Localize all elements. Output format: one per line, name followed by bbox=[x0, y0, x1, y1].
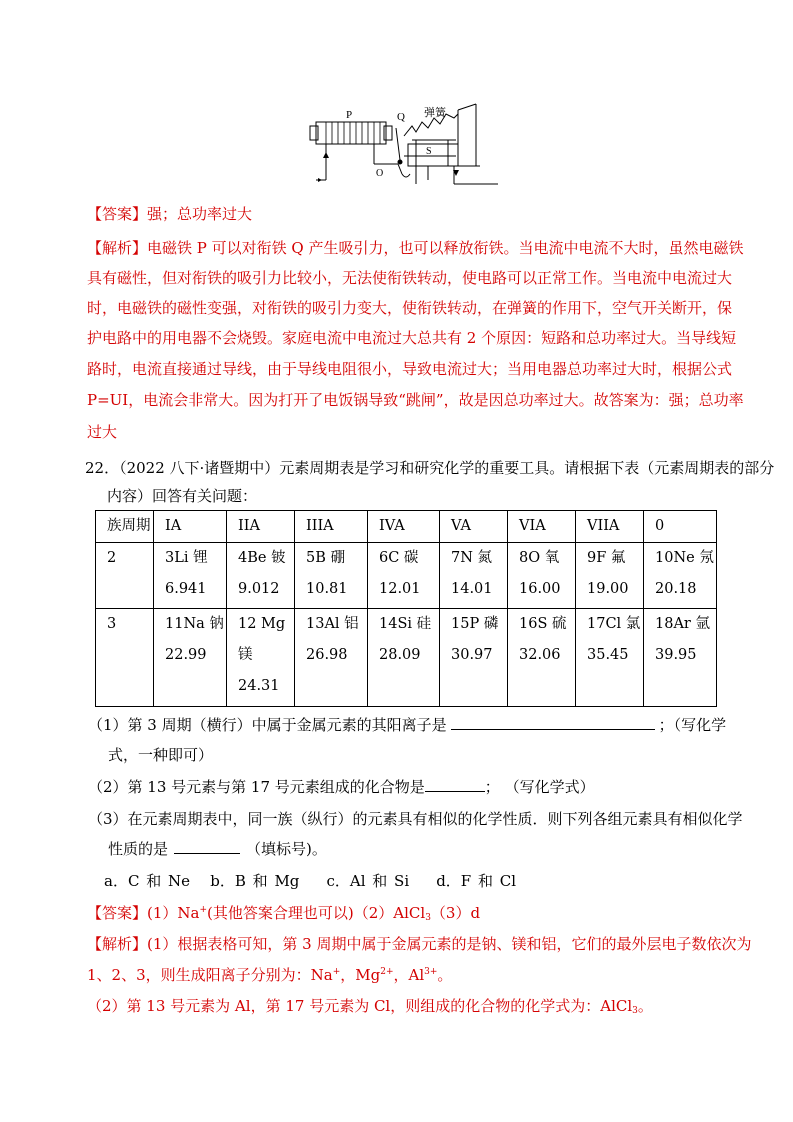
q21-explain-line-1: 具有磁性，但对衔铁的吸引力比较小，无法使衔铁转动，使电路可以正常工作。当电流中电流过大 bbox=[87, 269, 733, 287]
answer-blank[interactable] bbox=[451, 715, 655, 730]
table-cell: 2 bbox=[96, 543, 154, 609]
option-b: b．B 和 Mg bbox=[210, 872, 300, 890]
table-cell: 16S 硫 32.06 bbox=[508, 609, 576, 707]
label-s: S bbox=[426, 146, 432, 157]
q22-sub3-cont: 性质的是 （填标号)。 bbox=[108, 840, 327, 858]
header-cell: VA bbox=[440, 511, 508, 543]
q21-explain-line-2: 时，电磁铁的磁性变强，对衔铁的吸引力变大，使衔铁转动，在弹簧的作用下，空气开关断开，保 bbox=[87, 299, 733, 317]
table-cell: 12 Mg 镁 24.31 bbox=[227, 609, 295, 707]
header-cell: IA bbox=[154, 511, 227, 543]
q22-sub1-cont: 式，一种即可） bbox=[108, 746, 214, 764]
header-cell: 0 bbox=[644, 511, 717, 543]
q22-sub2: （2）第 13 号元素与第 17 号元素组成的化合物是 ； （写化学式） bbox=[88, 778, 595, 796]
table-cell: 17Cl 氯 35.45 bbox=[576, 609, 644, 707]
q22-explain-line-2: （2）第 13 号元素为 Al，第 17 号元素为 Cl，则组成的化合物的化学式为：AlCl$_3$。 bbox=[87, 997, 653, 1016]
q22-stem-line1: 22．（2022 八下·诸暨期中）元素周期表是学习和研究化学的重要工具。请根据下表（元素周期表的部分 bbox=[85, 459, 775, 477]
periodic-table bbox=[95, 510, 717, 707]
table-cell: 3 bbox=[96, 609, 154, 707]
option-c: c．Al 和 Si bbox=[326, 872, 410, 890]
table-cell: 4Be 铍 9.012 bbox=[227, 543, 295, 609]
air-switch-diagram bbox=[308, 100, 504, 192]
table-cell: 7N 氮 14.01 bbox=[440, 543, 508, 609]
header-cell: IIIA bbox=[295, 511, 368, 543]
header-cell: VIIA bbox=[576, 511, 644, 543]
table-row bbox=[96, 543, 717, 609]
q21-explain-line-6: 过大 bbox=[87, 423, 118, 441]
q22-sub1: （1）第 3 周期（横行）中属于金属元素的其阳离子是 ；（写化学 bbox=[88, 716, 727, 734]
table-cell: 9F 氟 19.00 bbox=[576, 543, 644, 609]
q21-answer: 【答案】强；总功率过大 bbox=[87, 205, 253, 223]
q21-explain-line-3: 护电路中的用电器不会烧毁。家庭电流中电流过大总共有 2 个原因：短路和总功率过大。当导线短 bbox=[87, 329, 737, 347]
label-p: P bbox=[346, 109, 353, 121]
q21-explain-line-4: 路时，电流直接通过导线，由于导线电阻很小，导致电流过大；当用电器总功率过大时，根据公式 bbox=[87, 360, 733, 378]
table-cell: 14Si 硅 28.09 bbox=[368, 609, 440, 707]
table-cell: 10Ne 氖 20.18 bbox=[644, 543, 717, 609]
table-header-row bbox=[96, 511, 717, 543]
table-cell: 15P 磷 30.97 bbox=[440, 609, 508, 707]
q21-explain-line-0: 【解析】电磁铁 P 可以对衔铁 Q 产生吸引力，也可以释放衔铁。当电流中电流不大时，虽然电磁铁 bbox=[87, 239, 744, 257]
q22-options bbox=[104, 871, 516, 891]
q22-sub3: （3）在元素周期表中，同一族（纵行）的元素具有相似的化学性质．则下列各组元素具有相似化学 bbox=[88, 810, 743, 828]
label-spring: 弹簧 bbox=[424, 106, 446, 119]
header-cell: IVA bbox=[368, 511, 440, 543]
table-cell: 18Ar 氩 39.95 bbox=[644, 609, 717, 707]
answer-blank[interactable] bbox=[174, 839, 240, 854]
table-cell: 5B 硼 10.81 bbox=[295, 543, 368, 609]
option-a: a．C 和 Ne bbox=[104, 872, 190, 890]
header-cell: IIA bbox=[227, 511, 295, 543]
header-cell: 族周期 bbox=[96, 511, 154, 543]
option-d: d．F 和 Cl bbox=[436, 872, 517, 890]
table-cell: 8O 氧 16.00 bbox=[508, 543, 576, 609]
table-cell: 6C 碳 12.01 bbox=[368, 543, 440, 609]
table-cell: 13Al 铝 26.98 bbox=[295, 609, 368, 707]
label-o: O bbox=[376, 168, 384, 179]
q22-explain-line-0: 【解析】(1）根据表格可知，第 3 周期中属于金属元素的是钠、镁和铝，它们的最外层电子数依次为 bbox=[87, 935, 752, 953]
q21-explain-line-5: P=UI，电流会非常大。因为打开了电饭锅导致“跳闸”，故是因总功率过大。故答案为：强；总功率 bbox=[87, 391, 744, 409]
q22-stem-line2: 内容）回答有关问题： bbox=[107, 487, 258, 505]
table-cell: 3Li 锂 6.941 bbox=[154, 543, 227, 609]
header-cell: VIA bbox=[508, 511, 576, 543]
q22-answer: 【答案】(1）Na+(其他答案合理也可以)（2）AlCl$_3$（3）d bbox=[87, 904, 481, 923]
answer-blank[interactable] bbox=[425, 777, 485, 792]
q22-explain-line-1: 1、2、3，则生成阳离子分别为：Na+，$Mg^{2+}$，$Al^{3+}$。 bbox=[87, 966, 453, 984]
table-cell: 11Na 钠 22.99 bbox=[154, 609, 227, 707]
table-row bbox=[96, 609, 717, 707]
label-q: Q bbox=[397, 111, 405, 123]
